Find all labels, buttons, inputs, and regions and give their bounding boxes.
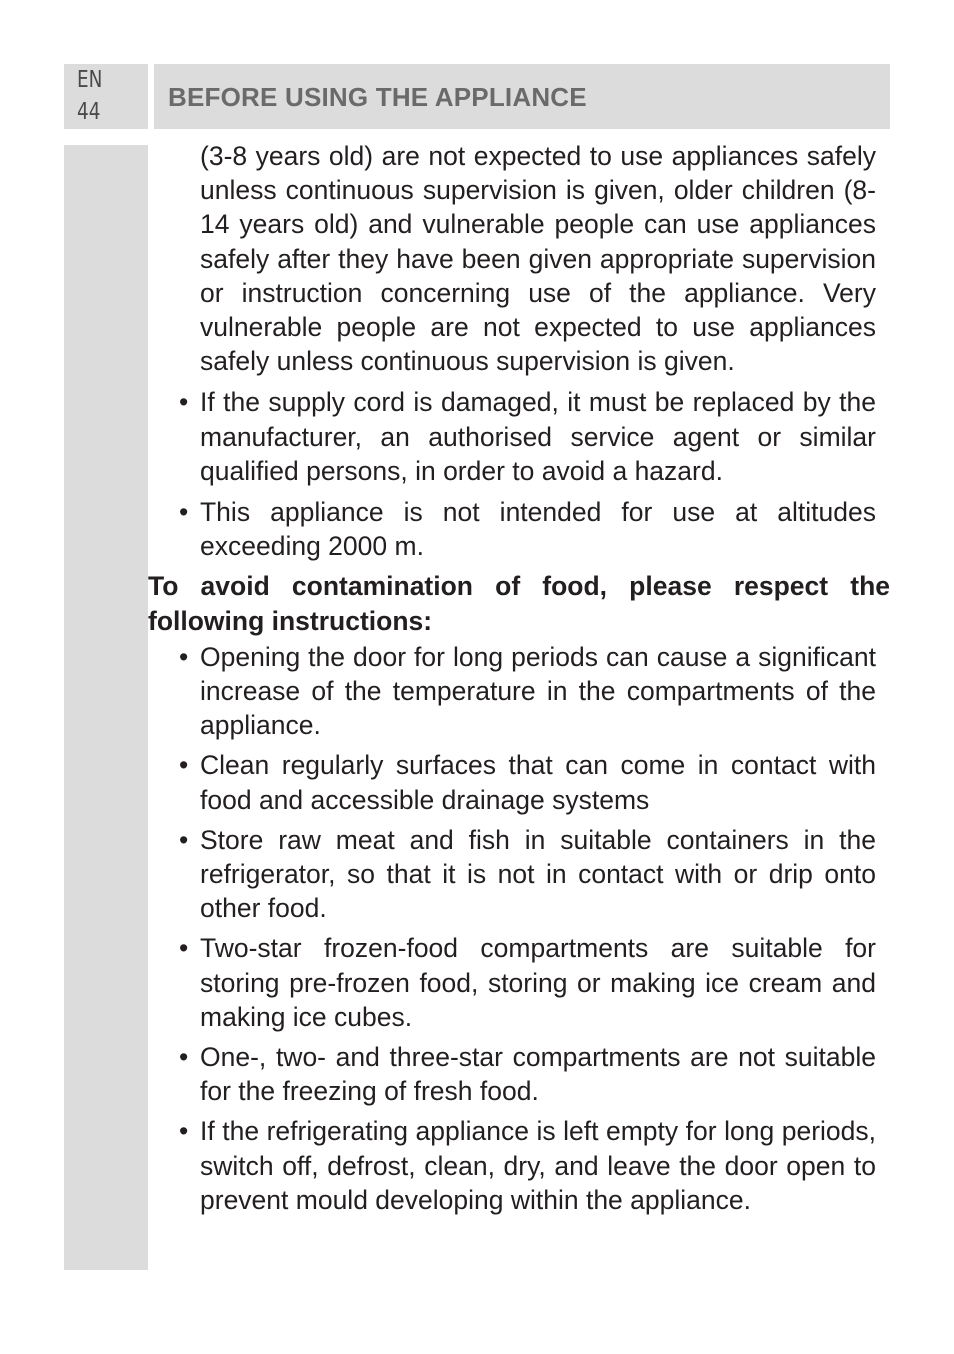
list-item (179, 1040, 876, 1108)
continuation-paragraph: (3-8 years old) are not expected to use appliances safely unless continuous supervision is given, older children (8-14 years old) and vulnerable people can use appliances safely after they have been given appropriate supervision or instruction concerning use of the appliance. Very vulnerable people are not expected to use appliances safely unless continuous supervision is given. (200, 141, 876, 377)
list-item (179, 640, 876, 743)
language-page-box (64, 64, 148, 129)
food-bullet-list (148, 640, 890, 1217)
bullet-icon: • (179, 1042, 189, 1073)
page-content (148, 139, 890, 1217)
list-item (179, 1114, 876, 1217)
list-item (179, 495, 876, 563)
list-item (179, 931, 876, 1034)
language-code: EN (77, 67, 103, 93)
bullet-icon: • (179, 824, 189, 855)
section-heading: To avoid contamination of food, please respect the following instructions: (148, 571, 890, 636)
bullet-icon: • (179, 387, 189, 418)
list-item-text: Clean regularly surfaces that can come in contact with food and accessible drainage systems (200, 750, 876, 815)
section-header-bar (154, 64, 890, 129)
bullet-icon: • (179, 497, 189, 528)
safety-bullet-list (148, 385, 890, 563)
list-item (179, 385, 876, 488)
list-item-text: If the refrigerating appliance is left empty for long periods, switch off, defrost, clean, dry, and leave the door open to prevent mould developing within the appliance. (200, 1116, 876, 1215)
list-item-text: If the supply cord is damaged, it must be replaced by the manufacturer, an authorised service agent or similar qualified persons, in order to avoid a hazard. (200, 387, 876, 486)
list-item-text: One-, two- and three-star compartments are not suitable for the freezing of fresh food. (200, 1042, 876, 1107)
bullet-icon: • (179, 641, 189, 672)
bullet-icon: • (179, 1116, 189, 1147)
list-item-text: Store raw meat and fish in suitable containers in the refrigerator, so that it is not in contact with or drip onto other food. (200, 824, 876, 924)
section-title: BEFORE USING THE APPLIANCE (168, 82, 587, 112)
page-number: 44 (77, 99, 101, 125)
list-item-text: This appliance is not intended for use at altitudes exceeding 2000 m. (200, 497, 876, 562)
list-item (179, 823, 876, 926)
bullet-icon: • (179, 933, 189, 964)
side-margin-bar (64, 145, 148, 1270)
list-item-text: Opening the door for long periods can cause a significant increase of the temperature in the compartments of the appliance. (200, 641, 876, 741)
list-item (179, 748, 876, 816)
list-item-text: Two-star frozen-food compartments are suitable for storing pre-frozen food, storing or making ice cream and making ice cubes. (200, 933, 876, 1032)
bullet-icon: • (179, 750, 189, 781)
